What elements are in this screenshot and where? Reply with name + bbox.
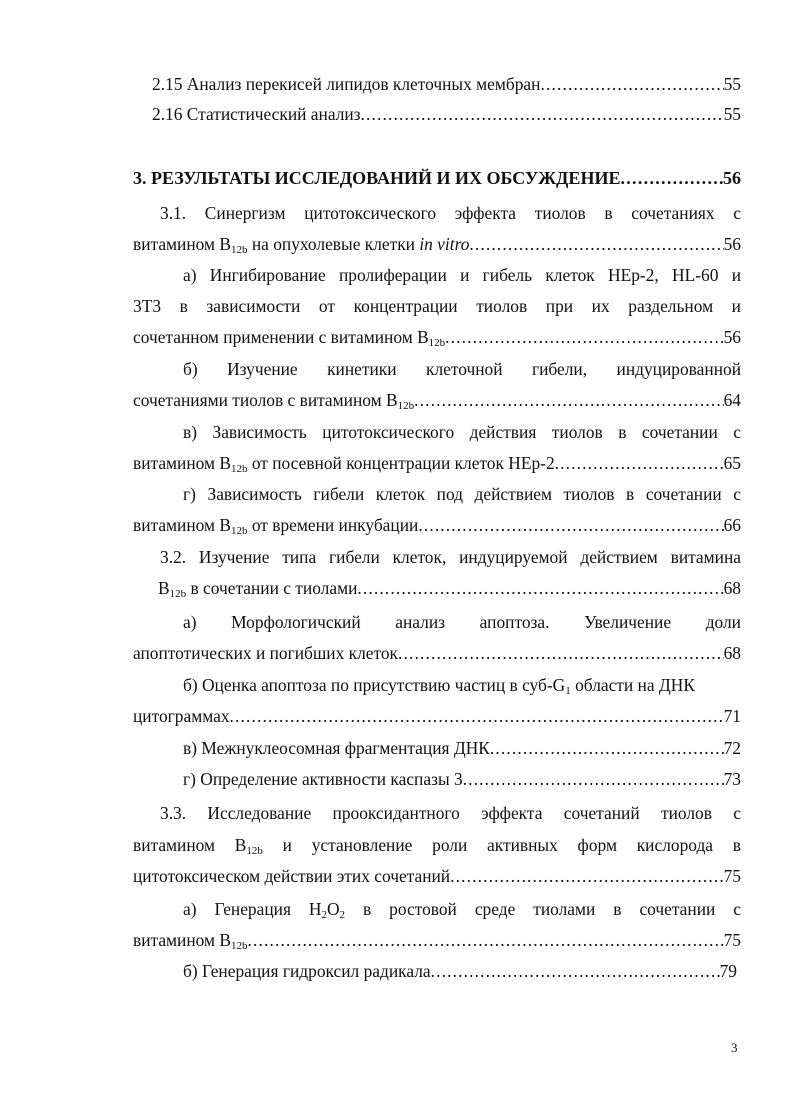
toc-entry-3-1-cont[interactable] xyxy=(133,232,741,256)
toc-entry-line: а) Ингибирование пролиферации и гибель клеток HEp-2, HL-60 и xyxy=(183,265,741,285)
toc-entry-page: 72 xyxy=(723,738,741,758)
toc-entry-line: $B_{12b}$ в сочетании с тиолами xyxy=(158,578,358,600)
toc-entry-line: витамином $B_{12b}$ от времени инкубации xyxy=(133,515,419,537)
toc-entry-title: г) Определение активности каспазы 3 xyxy=(183,769,463,789)
toc-entry-page: 75 xyxy=(723,866,741,886)
toc-entry-line: в) Зависимость цитотоксического действия тиолов в сочетании с xyxy=(183,422,741,442)
toc-leader-dots xyxy=(398,641,724,665)
toc-entry-3-1-g[interactable] xyxy=(183,482,741,506)
toc-entry-3-2-cont[interactable] xyxy=(158,576,741,600)
toc-entry-3-1-a-line2 xyxy=(133,294,741,318)
toc-entry-page: 68 xyxy=(723,578,741,598)
toc-entry-line: 3T3 в зависимости от концентрации тиолов при их раздельном и xyxy=(133,296,741,316)
toc-entry-page: 66 xyxy=(723,515,741,535)
toc-entry-line: а) Морфологичский анализ апоптоза. Увеличение доли xyxy=(183,612,741,632)
toc-entry-line: витамином $B_{12b}$ на опухолевые клетки in vitro xyxy=(133,234,470,256)
toc-entry-line: б) Оценка апоптоза по присутствию частиц в суб-$G_1$ области на ДНК xyxy=(183,675,695,697)
toc-entry-page: 65 xyxy=(723,453,741,473)
toc-entry-3-1-a[interactable] xyxy=(183,263,741,287)
toc-leader-dots xyxy=(230,704,724,728)
toc-leader-dots xyxy=(463,767,724,791)
toc-entry-3-1-b[interactable] xyxy=(183,357,741,381)
toc-entry-title: в) Межнуклеосомная фрагментация ДНК xyxy=(183,738,490,758)
toc-entry-3-3-b[interactable] xyxy=(183,959,737,983)
toc-leader-dots xyxy=(361,102,724,126)
toc-leader-dots xyxy=(247,928,723,952)
toc-entry-line: цитотоксическом действии этих сочетаний xyxy=(133,866,451,886)
toc-entry-title: б) Генерация гидроксил радикала xyxy=(183,961,431,981)
toc-entry-title: 2.15 Анализ перекисей липидов клеточных мембран xyxy=(152,74,541,94)
toc-entry-3-3[interactable] xyxy=(160,801,741,825)
toc-entry-page: 56 xyxy=(723,168,741,188)
toc-section-3[interactable] xyxy=(133,166,741,190)
toc-leader-dots xyxy=(414,388,724,412)
toc-entry-3-3-a[interactable] xyxy=(183,897,741,921)
toc-entry-page: 73 xyxy=(723,769,741,789)
toc-entry-line: витамином $B_{12b}$ и установление роли активных форм кислорода в xyxy=(133,835,741,857)
toc-entry-page: 56 xyxy=(723,234,741,254)
toc-entry-3-1-a-line3[interactable] xyxy=(133,325,741,349)
toc-leader-dots xyxy=(418,513,723,537)
toc-entry-page: 55 xyxy=(723,104,741,124)
toc-entry-line: а) Генерация $H_2O_2$ в ростовой среде тиолами в сочетании с xyxy=(183,899,741,921)
toc-entry-line: 3.1. Синергизм цитотоксического эффекта тиолов в сочетаниях с xyxy=(160,203,741,223)
toc-entry-2-15[interactable] xyxy=(152,72,741,96)
toc-entry-line: 3.2. Изучение типа гибели клеток, индуцируемой действием витамина xyxy=(160,547,741,567)
toc-entry-line: витамином $B_{12b}$ от посевной концентрации клеток HEp-2 xyxy=(133,453,555,475)
toc-entry-page: 79 xyxy=(719,961,737,981)
toc-entry-line: г) Зависимость гибели клеток под действием тиолов в сочетании с xyxy=(183,484,741,504)
toc-entry-page: 68 xyxy=(723,643,741,663)
toc-entry-3-1-g-line2[interactable] xyxy=(133,513,741,537)
toc-entry-page: 56 xyxy=(723,327,741,347)
toc-entry-line: 3.3. Исследование прооксидантного эффекта сочетаний тиолов с xyxy=(160,803,741,823)
toc-leader-dots xyxy=(620,166,723,190)
toc-entry-3-3-line3[interactable] xyxy=(133,864,741,888)
toc-entry-2-16[interactable] xyxy=(152,102,741,126)
toc-entry-3-3-line2 xyxy=(133,833,741,857)
toc-entry-line: сочетаниями тиолов с витамином $B_{12b}$ xyxy=(133,390,415,412)
toc-leader-dots xyxy=(357,576,723,600)
toc-leader-dots xyxy=(431,959,720,983)
toc-entry-page: 71 xyxy=(723,706,741,726)
toc-leader-dots xyxy=(450,864,723,888)
toc-entry-3-2[interactable] xyxy=(160,545,741,569)
toc-entry-3-2-a-line2[interactable] xyxy=(133,641,741,665)
toc-entry-3-2-b-line2[interactable] xyxy=(133,704,741,728)
toc-entry-3-2-v[interactable] xyxy=(183,736,741,760)
toc-entry-line: сочетанном применении с витамином $B_{12b}$ xyxy=(133,327,446,349)
toc-entry-3-1-v[interactable] xyxy=(183,420,741,444)
toc-entry-3-1-v-line2[interactable] xyxy=(133,451,741,475)
toc-entry-title: 2.16 Статистический анализ xyxy=(152,104,361,124)
toc-entry-3-1-b-line2[interactable] xyxy=(133,388,741,412)
toc-entry-line: цитограммах xyxy=(133,706,230,726)
toc-leader-dots xyxy=(445,325,723,349)
page-number: 3 xyxy=(731,1040,738,1055)
toc-leader-dots xyxy=(555,451,724,475)
toc-entry-line: б) Изучение кинетики клеточной гибели, индуцированной xyxy=(183,359,741,379)
toc-entry-page: 64 xyxy=(723,390,741,410)
toc-section-title: 3. РЕЗУЛЬТАТЫ ИССЛЕДОВАНИЙ И ИХ ОБСУЖДЕНИЕ xyxy=(133,168,621,188)
toc-entry-3-2-a[interactable] xyxy=(183,610,741,634)
toc-leader-dots xyxy=(540,72,723,96)
toc-entry-page: 55 xyxy=(723,74,741,94)
toc-entry-3-2-g[interactable] xyxy=(183,767,741,791)
toc-leader-dots xyxy=(490,736,724,760)
toc-entry-line: апоптотических и погибших клеток xyxy=(133,643,399,663)
toc-entry-3-3-a-line2[interactable] xyxy=(133,928,741,952)
toc-leader-dots xyxy=(469,232,723,256)
toc-entry-page: 75 xyxy=(723,930,741,950)
toc-entry-line: витамином $B_{12b}$ xyxy=(133,930,248,952)
toc-entry-3-2-b[interactable] xyxy=(183,673,741,697)
toc-entry-3-1[interactable] xyxy=(160,201,741,225)
